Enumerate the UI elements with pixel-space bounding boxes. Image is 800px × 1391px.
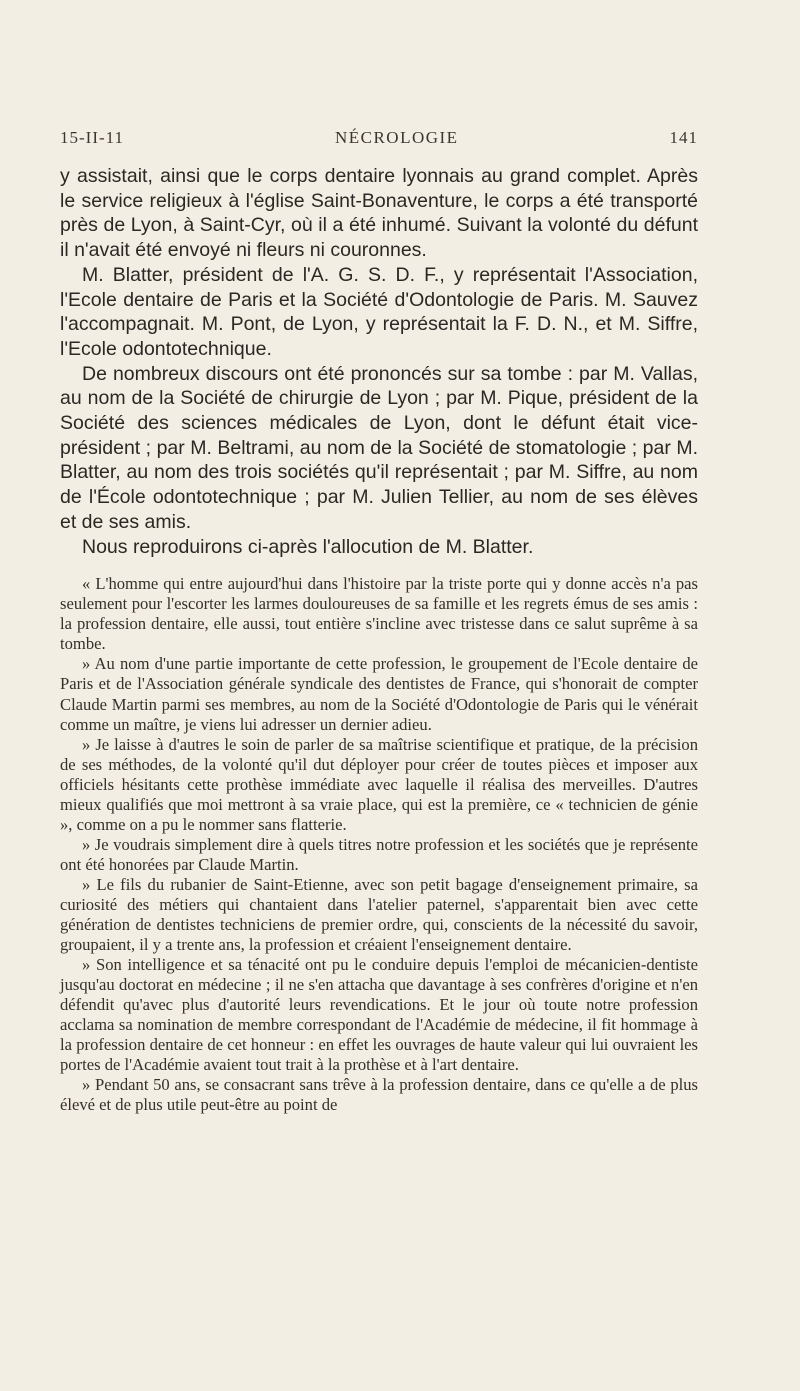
body-text xyxy=(60,164,698,559)
issue-number: 15-II-11 xyxy=(60,128,125,147)
quote-paragraph: » Je voudrais simplement dire à quels titres notre profession et les sociétés que je représente ont été honorées par Claude Martin. xyxy=(60,834,698,874)
quote-paragraph: « L'homme qui entre aujourd'hui dans l'histoire par la triste porte qui y donne accès n'a pas seulement pour l'escorter les larmes douloureuses de sa famille et les regrets émus de ses amis : la profession dentaire, elle aussi, tout entière s'incline avec tristesse dans ce salut suprême à sa tombe. xyxy=(60,574,698,654)
page-number: 141 xyxy=(669,128,698,147)
section-title: NÉCROLOGIE xyxy=(334,128,459,147)
quote-paragraph: » Je laisse à d'autres le soin de parler de sa maîtrise scientifique et pratique, de la précision de ses méthodes, de la volonté qu'il dut déployer pour créer de toutes pièces et imposer aux officiels hésitants cette prothèse immédiate avec laquelle il réalisa des merveilles. D'autres mieux qualifiés que moi mettront à sa vraie place, qui est la première, ce « technicien de génie », comme on a pu le nommer sans flatterie. xyxy=(60,734,698,834)
quote-paragraph: » Au nom d'une partie importante de cette profession, le groupement de l'Ecole dentaire de Paris et de l'Association générale syndicale des dentistes de France, qui s'honorait de compter Claude Martin parmi ses membres, au nom de la Société d'Odontologie de Paris qui le vénérait comme un maître, je viens lui adresser un dernier adieu. xyxy=(60,654,698,734)
book-page xyxy=(60,128,698,1116)
paragraph: y assistait, ainsi que le corps dentaire lyonnais au grand complet. Après le service religieux à l'église Saint-Bonaventure, le corps a été transporté près de Lyon, à Saint-Cyr, où il a été inhumé. Suivant la volonté du défunt il n'avait été envoyé ni fleurs ni couronnes. xyxy=(60,165,698,262)
paragraph: M. Blatter, président de l'A. G. S. D. F., y représentait l'Association, l'Ecole dentaire de Paris et la Société d'Odontologie de Paris. M. Sauvez l'accompagnait. M. Pont, de Lyon, y représentait la F. D. N., et M. Siffre, l'Ecole odontotechnique. xyxy=(60,263,698,360)
paragraph: De nombreux discours ont été prononcés sur sa tombe : par M. Vallas, au nom de la Société de chirurgie de Lyon ; par M. Pique, président de la Société des sciences médicales de Lyon, dont le défunt était vice-président ; par M. Beltrami, au nom de la Société de stomatologie ; par M. Blatter, au nom des trois sociétés qu'il représentait ; par M. Siffre, au nom de l'École odontotechnique ; par M. Julien Tellier, au nom de ses élèves et de ses amis. xyxy=(60,362,698,533)
quote-paragraph: » Le fils du rubanier de Saint-Etienne, avec son petit bagage d'enseignement primaire, sa curiosité des métiers qui chantaient dans l'atelier paternel, s'apparentait bien avec cette génération de dentistes techniciens de premier ordre, qui, conscients de la nécessité du savoir, groupaient, il y a trente ans, la profession et créaient l'enseignement dentaire. xyxy=(60,874,698,955)
running-head xyxy=(60,128,698,158)
quote-paragraph: » Pendant 50 ans, se consacrant sans trêve à la profession dentaire, dans ce qu'elle a de plus élevé et de plus utile peut-être au point de xyxy=(60,1075,698,1115)
quote-paragraph: » Son intelligence et sa ténacité ont pu le conduire depuis l'emploi de mécanicien-dentiste jusqu'au doctorat en médecine ; il ne s'en attacha que davantage à ses confrères d'origine et n'en défendit qu'avec plus d'autorité leurs revendications. Et le jour où toute notre profession acclama sa nomination de membre correspondant de l'Académie de médecine, il fit hommage à la profession dentaire de cet honneur : en effet les ouvrages de haute valeur qui lui ouvraient les portes de l'Académie avaient tout trait à la prothèse et à l'art dentaire. xyxy=(60,955,698,1075)
speech-quote xyxy=(60,574,698,1115)
paragraph: Nous reproduirons ci-après l'allocution de M. Blatter. xyxy=(82,535,534,558)
